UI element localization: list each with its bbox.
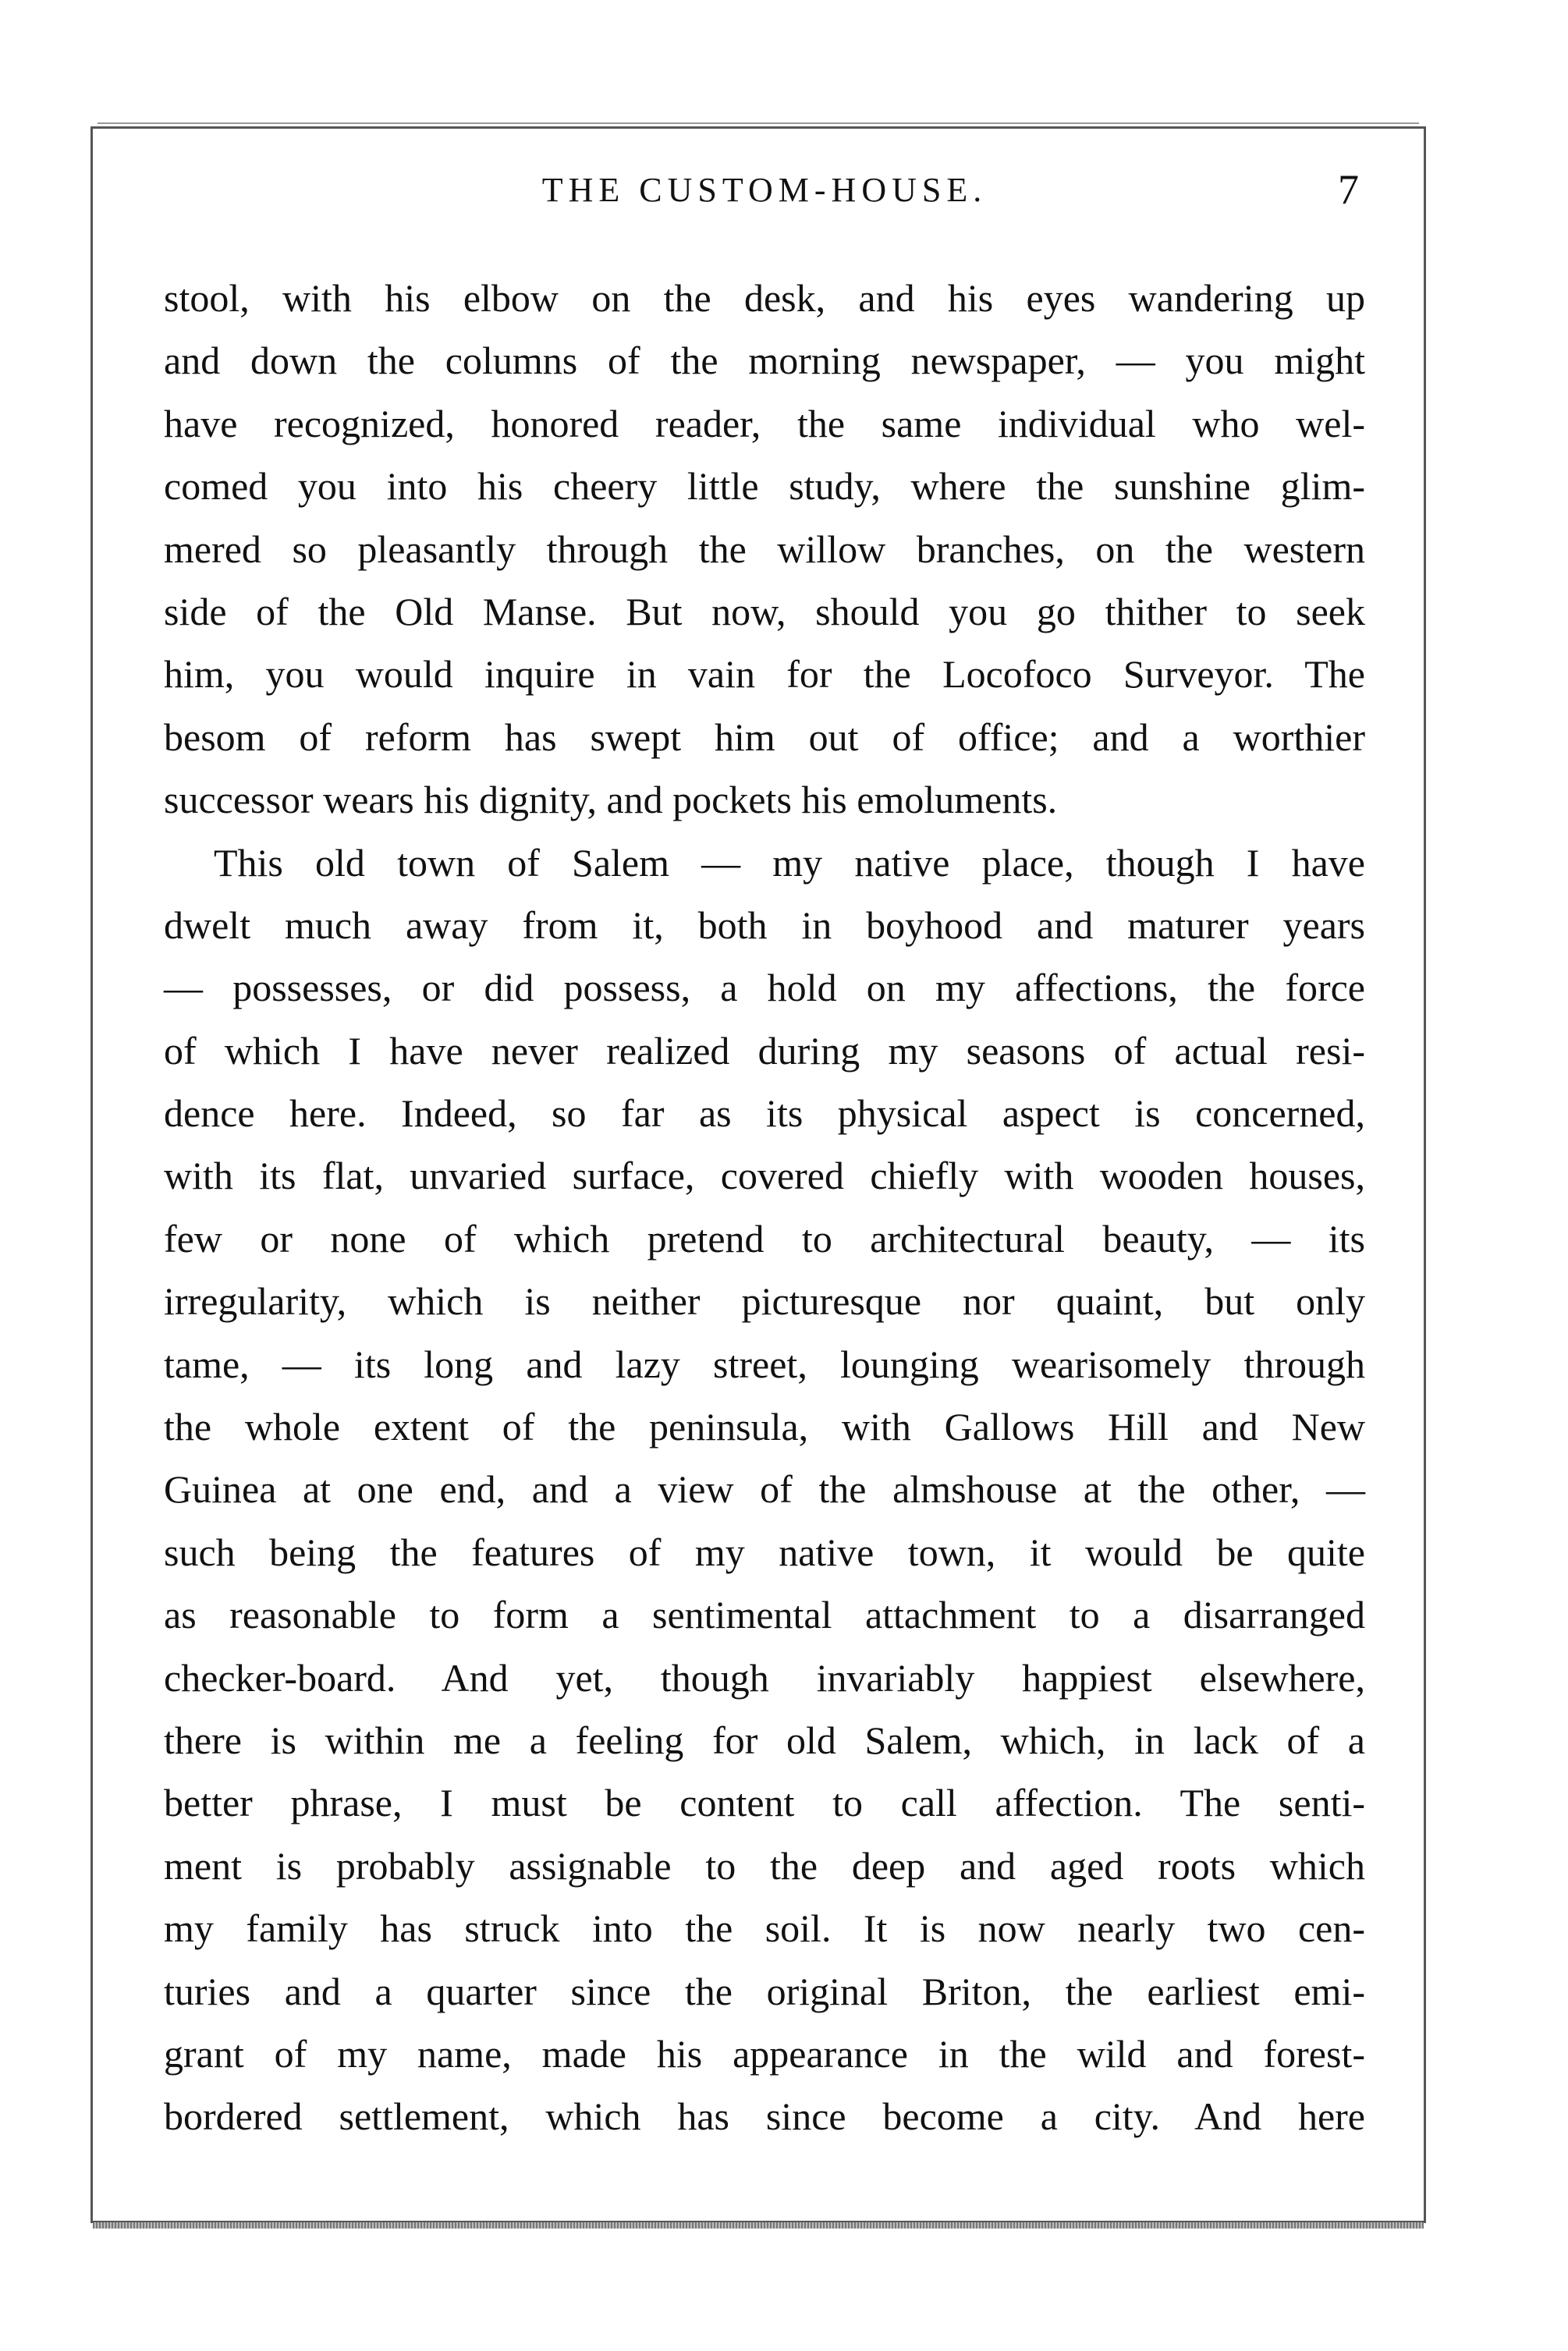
body-text — [164, 267, 1365, 2148]
text-line: and down the columns of the morning newspaper, — you might — [164, 339, 1365, 383]
text-line: him, you would inquire in vain for the Locofoco Surveyor. The — [164, 652, 1365, 697]
text-line: checker-board. And yet, though invariably happiest elsewhere, — [164, 1655, 1365, 1700]
text-line: successor wears his dignity, and pockets his emoluments. — [164, 778, 1058, 822]
text-line: tame, — its long and lazy street, lounging wearisomely through — [164, 1342, 1365, 1386]
text-line: This old town of Salem — my native place, though I have — [214, 840, 1365, 885]
text-line: dence here. Indeed, so far as its physical aspect is concerned, — [164, 1091, 1365, 1136]
paragraph-2 — [164, 832, 1365, 2148]
text-line: of which I have never realized during my seasons of actual resi- — [164, 1028, 1365, 1073]
text-line: have recognized, honored reader, the same individual who wel- — [164, 401, 1365, 445]
text-line: — possesses, or did possess, a hold on my affections, the force — [164, 966, 1365, 1010]
text-line: side of the Old Manse. But now, should you go thither to seek — [164, 589, 1365, 633]
text-line: mered so pleasantly through the willow branches, on the western — [164, 527, 1365, 571]
paragraph-1 — [164, 267, 1365, 832]
text-line: bordered settlement, which has since become a city. And here — [164, 2094, 1365, 2139]
text-line: my family has struck into the soil. It is now nearly two cen- — [164, 1906, 1365, 1951]
text-line: stool, with his elbow on the desk, and his eyes wandering up — [164, 276, 1365, 320]
text-line: dwelt much away from it, both in boyhood and maturer years — [164, 902, 1365, 947]
text-line: Guinea at one end, and a view of the almshouse at the other, — — [164, 1467, 1365, 1512]
text-line: turies and a quarter since the original Briton, the earliest emi- — [164, 1969, 1365, 2013]
page-header — [164, 164, 1365, 218]
running-head: THE CUSTOM-HOUSE. — [541, 171, 988, 209]
text-line: as reasonable to form a sentimental attachment to a disarranged — [164, 1593, 1365, 1637]
text-line: comed you into his cheery little study, where the sunshine glim- — [164, 464, 1365, 509]
text-line: irregularity, which is neither picturesque nor quaint, but only — [164, 1279, 1365, 1324]
text-line: better phrase, I must be content to call affection. The senti- — [164, 1781, 1365, 1825]
text-line: few or none of which pretend to architectural beauty, — its — [164, 1216, 1365, 1261]
text-line: grant of my name, made his appearance in the wild and forest- — [164, 2031, 1365, 2076]
page-number: 7 — [1338, 166, 1359, 213]
text-line: there is within me a feeling for old Salem, which, in lack of a — [164, 1718, 1365, 1762]
text-line: besom of reform has swept him out of office; and a worthier — [164, 715, 1365, 759]
text-line: ment is probably assignable to the deep and aged roots which — [164, 1843, 1365, 1888]
text-line: with its flat, unvaried surface, covered chiefly with wooden houses, — [164, 1154, 1365, 1198]
text-line: such being the features of my native town, it would be quite — [164, 1530, 1365, 1574]
text-line: the whole extent of the peninsula, with Gallows Hill and New — [164, 1405, 1365, 1449]
